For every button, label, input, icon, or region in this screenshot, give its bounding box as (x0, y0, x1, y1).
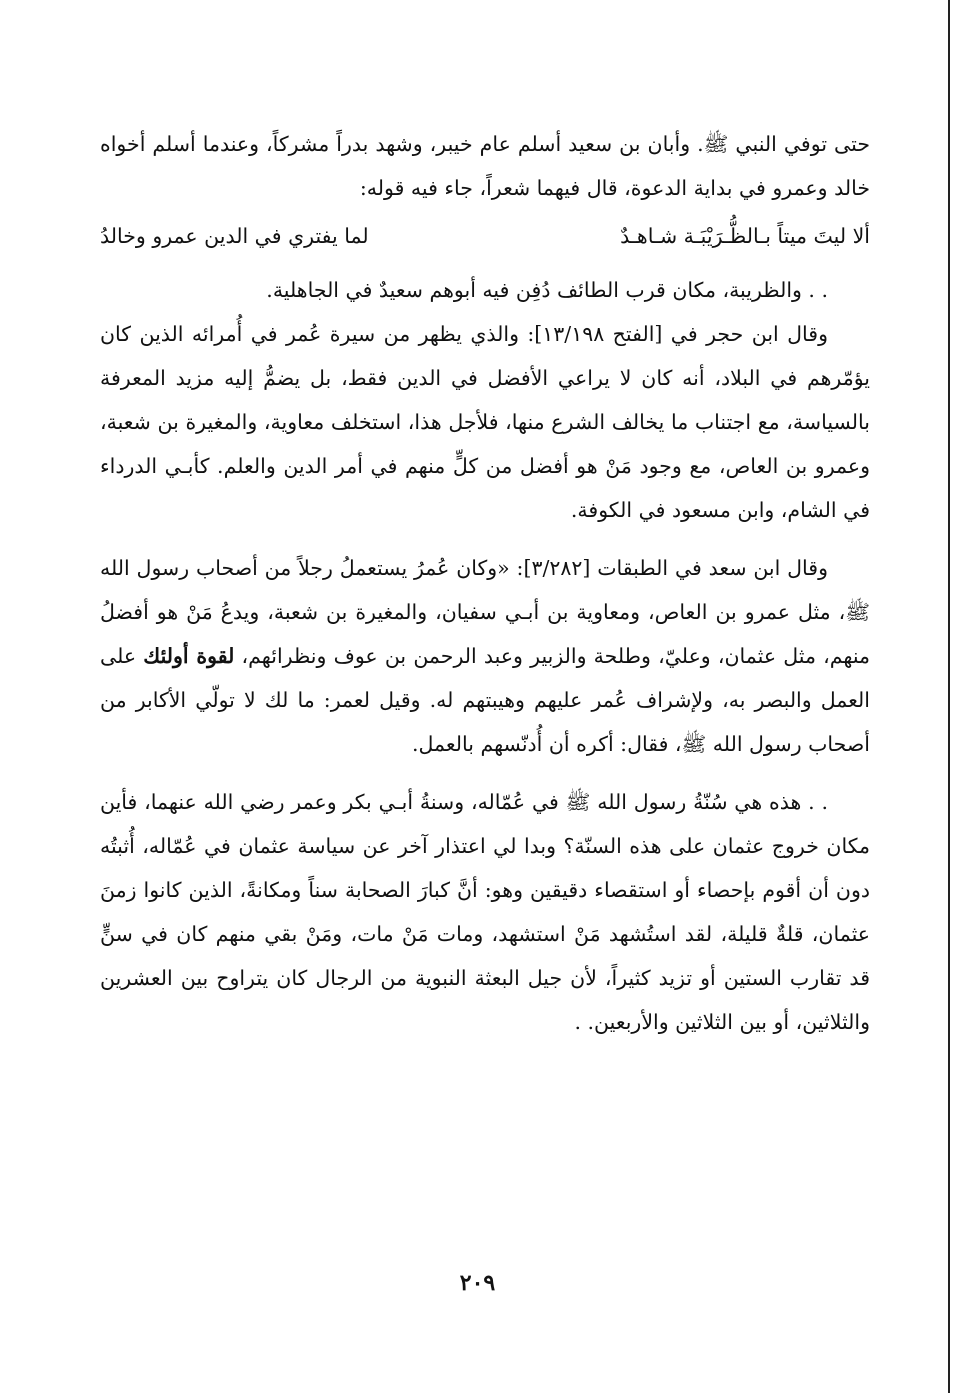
paragraph-5: . . هذه هي سُنّةُ رسول الله ﷺ في عُمّاله، وسنةُ أبـي بكر وعمر رضي الله عنهما، فأين مكان خروج عثمان على هذه السنّة؟ وبدا لي اعتذار آخر عن سياسة عثمان في عُمّاله، أُثبتُه دون أن أقوم بإحصاء أو استقصاء دقيقين وهو: أنَّ كبارَ الصحابة سناً ومكانةً، الذين كانوا زمنَ عثمان، قلةٌ قليلة، لقد استُشهد مَنْ استشهد، ومات مَنْ مات، ومَنْ بقي منهم كان في سنٍّ قد تقارب الستين أو تزيد كثيراً، لأن جيل البعثة النبوية من الرجال كان يتراوح بين العشرين والثلاثين، أو بين الثلاثين والأربعين. . (100, 790, 871, 1034)
page-number: ٢٠٩ (459, 1270, 496, 1296)
paragraph-1: حتى توفي النبي ﷺ. وأبان بن سعيد أسلم عام خيبر، وشهد بدراً مشركاً، وعندما أسلم أخواه خالد وعمرو في بداية الدعوة، قال فيهما شعراً، جاء فيه قوله: (100, 132, 870, 200)
page-edge-line (948, 0, 950, 1393)
paragraph-4-end: على العمل والبصر به، ولإشراف عُمر عليهم وهيبتهم له. وقيل لعمر: ما لك لا تولّي الأكابر من أصحاب رسول الله ﷺ، فقال: أكره أن أُدنّسهم بالعمل. (100, 644, 870, 756)
paragraph-2: . . والظريبة، مكان قرب الطائف دُفِن فيه أبوهم سعيدٌ في الجاهلية. (266, 278, 828, 302)
paragraph-4-bold: لقوة أولئك (143, 644, 235, 668)
paragraph-4 (100, 546, 870, 766)
verse-second-hemistich: لما يفتري في الدين عمرو وخالدُ (100, 224, 369, 248)
paragraph-4-start: وقال ابن سعد في الطبقات [٣/٢٨٢]: «وكان عُمرُ يستعملُ رجلاً من أصحاب رسول الله ﷺ، مثل عمرو بن العاص، ومعاوية بن أبـي سفيان، والمغيرة بن شعبة، ويدعُ مَنْ هو أفضلُ منهم، مثل عثمان، وعليّ، وطلحة والزبير وعبد الرحمن بن عوف ونظرائهم، (100, 556, 870, 668)
poetry-verse (100, 214, 870, 258)
paragraph-3: وقال ابن حجر في [الفتح ١٣/١٩٨]: والذي يظهر من سيرة عُمر في أُمرائه الذين كان يؤمّرهم في البلاد، أنه كان لا يراعي الأفضل في الدين فقط، بل يضمُّ إليه مزيد المعرفة بالسياسة، مع اجتناب ما يخالف الشرع منها، فلأجل هذا، استخلف معاوية، والمغيرة بن شعبة، وعمرو بن العاص، مع وجود مَنْ هو أفضل من كلٍّ منهم في أمر الدين والعلم. كأبـي الدرداء في الشام، وابن مسعود في الكوفة. (100, 322, 870, 522)
page-body (100, 122, 870, 1044)
verse-first-hemistich: ألا ليتَ ميتاً بـالظُّـرَيْبَـة شـاهـدٌ (620, 224, 870, 248)
